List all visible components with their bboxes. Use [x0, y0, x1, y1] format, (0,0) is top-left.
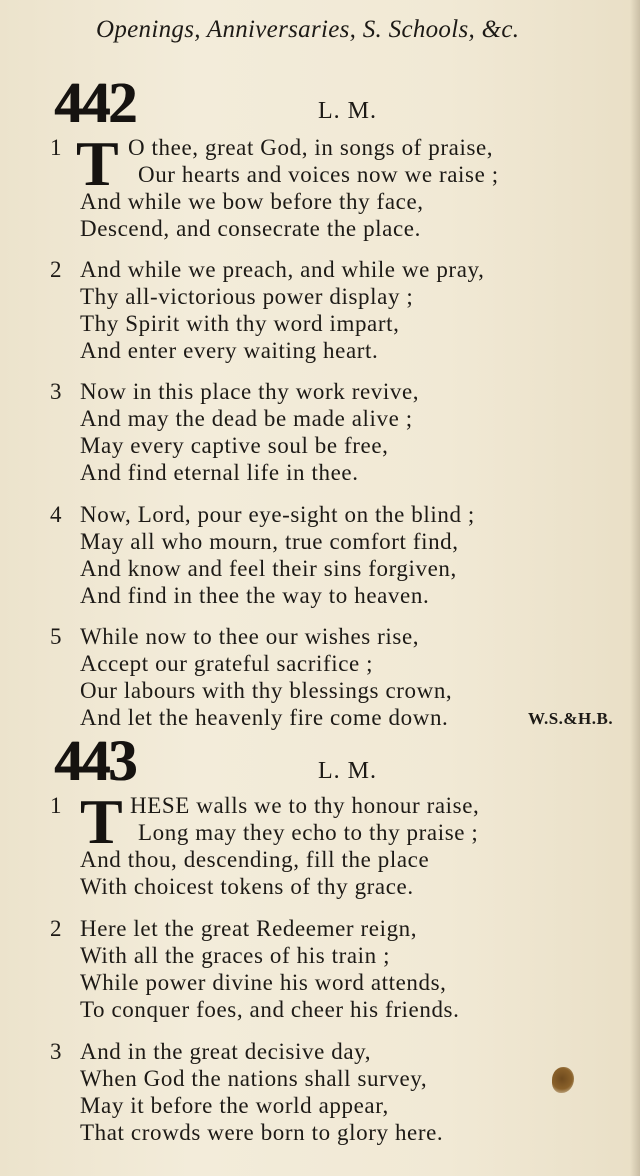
- verse-line: While power divine his word attends,: [80, 970, 447, 995]
- verse-line: Now, Lord, pour eye-sight on the blind ;: [80, 502, 475, 527]
- author-attribution: W.S.&H.B.: [528, 709, 614, 728]
- verse-line: Here let the great Redeemer reign,: [80, 916, 418, 941]
- verse-line: With all the graces of his train ;: [80, 943, 391, 968]
- stanza-number: 5: [50, 624, 62, 649]
- stanza-number: 2: [50, 916, 62, 941]
- drop-cap: T: [80, 786, 123, 857]
- verse-line: When God the nations shall survey,: [80, 1066, 428, 1091]
- verse-line: Our labours with thy blessings crown,: [80, 678, 453, 703]
- verse-line: That crowds were born to glory here.: [80, 1120, 444, 1145]
- meter-label: L. M.: [318, 758, 377, 784]
- verse-line: May it before the world appear,: [80, 1093, 389, 1118]
- verse-line: May all who mourn, true comfort find,: [80, 529, 459, 554]
- hymn-number: 443: [54, 728, 135, 793]
- verse-line: And may the dead be made alive ;: [80, 406, 413, 431]
- verse-line: Descend, and consecrate the place.: [80, 216, 421, 241]
- verse-line: Long may they echo to thy praise ;: [138, 820, 479, 845]
- verse-line: Thy Spirit with thy word impart,: [80, 311, 400, 336]
- verse-line: And while we bow before thy face,: [80, 189, 424, 214]
- hymn-number: 442: [54, 70, 135, 135]
- verse-line: Now in this place thy work revive,: [80, 379, 420, 404]
- stanza-number: 1: [50, 793, 62, 818]
- stanza-number: 2: [50, 257, 62, 282]
- verse-line: May every captive soul be free,: [80, 433, 389, 458]
- verse-line: And in the great decisive day,: [80, 1039, 372, 1064]
- meter-label: L. M.: [318, 98, 377, 124]
- verse-line: To conquer foes, and cheer his friends.: [80, 997, 460, 1022]
- verse-line: And thou, descending, fill the place: [80, 847, 430, 872]
- verse-line: O thee, great God, in songs of praise,: [128, 135, 494, 160]
- verse-line: Accept our grateful sacrifice ;: [80, 651, 374, 676]
- stanza-number: 3: [50, 379, 62, 404]
- verse-line: While now to thee our wishes rise,: [80, 624, 420, 649]
- ink-stain: [552, 1067, 574, 1093]
- verse-line: And let the heavenly fire come down.: [80, 705, 449, 730]
- verse-line: And while we preach, and while we pray,: [80, 257, 485, 282]
- stanza-number: 3: [50, 1039, 62, 1064]
- running-header: Openings, Anniversaries, S. Schools, &c.: [96, 16, 520, 43]
- stanza-number: 1: [50, 135, 62, 160]
- verse-line: Our hearts and voices now we raise ;: [138, 162, 499, 187]
- drop-cap: T: [76, 128, 119, 199]
- stanza-number: 4: [50, 502, 62, 527]
- verse-line: HESE walls we to thy honour raise,: [130, 793, 480, 818]
- verse-line: And know and feel their sins forgiven,: [80, 556, 457, 581]
- verse-line: And enter every waiting heart.: [80, 338, 379, 363]
- verse-line: Thy all-victorious power display ;: [80, 284, 414, 309]
- verse-line: And find eternal life in thee.: [80, 460, 359, 485]
- verse-line: With choicest tokens of thy grace.: [80, 874, 414, 899]
- verse-line: And find in thee the way to heaven.: [80, 583, 430, 608]
